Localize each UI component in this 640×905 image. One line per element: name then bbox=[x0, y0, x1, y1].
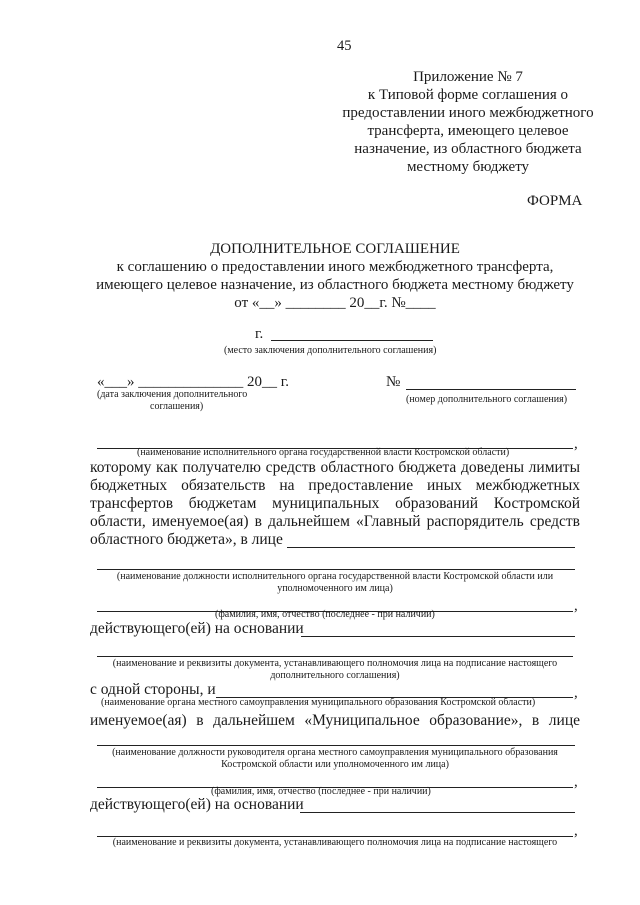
appendix-line: к Типовой форме соглашения о bbox=[367, 87, 569, 103]
doc-title: ДОПОЛНИТЕЛЬНОЕ СОГЛАШЕНИЕ bbox=[210, 241, 460, 257]
acting-basis-label: действующего(ей) на основании bbox=[90, 796, 304, 813]
basis-document-line[interactable] bbox=[97, 656, 573, 657]
paragraph-line: именуемое(ая) в дальнейшем «Муниципальное образование», в лице bbox=[90, 712, 580, 729]
number-caption: (номер дополнительного соглашения) bbox=[406, 394, 568, 405]
date-caption: соглашения) bbox=[150, 401, 204, 412]
comma: , bbox=[574, 685, 578, 701]
full-name-caption: (фамилия, имя, отчество (последнее - при наличии) bbox=[215, 609, 435, 620]
paragraph-line: бюджетных обязательств на предоставление иных межбюджетных bbox=[90, 477, 580, 494]
position-caption: уполномоченного им лица) bbox=[277, 583, 393, 594]
appendix-line: трансферта, имеющего целевое bbox=[367, 123, 569, 139]
paragraph-main-distributor bbox=[90, 459, 580, 531]
appendix-line: назначение, из областного бюджета bbox=[354, 141, 582, 157]
executive-body-caption: (наименование исполнительного органа государственной власти Костромской области) bbox=[137, 447, 510, 458]
number-prefix: № bbox=[386, 374, 401, 390]
acting-basis-field-line[interactable] bbox=[301, 636, 575, 637]
place-prefix: г. bbox=[255, 326, 264, 342]
appendix-block bbox=[316, 68, 620, 176]
basis-document-caption: (наименование и реквизиты документа, устанавливающего полномочия лица на подписание настоящего bbox=[112, 658, 558, 669]
place-field-line[interactable] bbox=[271, 340, 433, 341]
basis-document-caption: (наименование и реквизиты документа, устанавливающего полномочия лица на подписание настоящего bbox=[112, 837, 558, 848]
form-label: ФОРМА bbox=[527, 193, 583, 209]
paragraph-line: области, именуемое(ая) в дальнейшем «Главный распорядитель средств bbox=[90, 513, 580, 530]
number-field-line[interactable] bbox=[406, 389, 576, 390]
appendix-line: Приложение № 7 bbox=[413, 69, 523, 85]
comma: , bbox=[574, 823, 578, 839]
acting-basis-field-line[interactable] bbox=[300, 812, 575, 813]
acting-basis-label: действующего(ей) на основании bbox=[90, 620, 304, 637]
person-field-line[interactable] bbox=[287, 547, 575, 548]
paragraph-line: трансфертов бюджетам муниципальных образований Костромской bbox=[90, 495, 580, 512]
paragraph-line: которому как получателю средств областного бюджета доведены лимиты bbox=[90, 459, 580, 476]
comma: , bbox=[574, 436, 578, 452]
one-side-label: с одной стороны, и bbox=[90, 681, 216, 698]
head-position-caption: (наименование должности руководителя органа местного самоуправления муниципального образования bbox=[112, 747, 558, 758]
agreement-date-number: от «__» ________ 20__г. №____ bbox=[234, 295, 436, 311]
head-position-caption: Костромской области или уполномоченного им лица) bbox=[221, 759, 449, 770]
date-caption: (дата заключения дополнительного bbox=[97, 389, 248, 400]
full-name-caption: (фамилия, имя, отчество (последнее - при наличии) bbox=[211, 786, 431, 797]
position-line[interactable] bbox=[97, 569, 575, 570]
comma: , bbox=[574, 774, 578, 790]
paragraph-line: областного бюджета», в лице bbox=[90, 531, 283, 548]
doc-subtitle-line: к соглашению о предоставлении иного межбюджетного трансферта, bbox=[116, 259, 554, 275]
position-caption: (наименование должности исполнительного органа государственной власти Костромской области или bbox=[116, 571, 554, 582]
doc-subtitle-line: имеющего целевое назначение, из областного бюджета местному бюджету bbox=[96, 277, 574, 293]
appendix-line: местному бюджету bbox=[406, 159, 530, 175]
basis-document-caption: дополнительного соглашения) bbox=[270, 670, 400, 681]
date-field[interactable]: «___» ______________ 20__ г. bbox=[97, 374, 289, 390]
local-authority-caption: (наименование органа местного самоуправления муниципального образования Костромской области) bbox=[101, 697, 536, 708]
named-municipality bbox=[90, 712, 580, 730]
head-position-line[interactable] bbox=[97, 745, 575, 746]
comma: , bbox=[574, 598, 578, 614]
page-number: 45 bbox=[337, 38, 352, 54]
place-caption: (место заключения дополнительного соглашения) bbox=[224, 345, 437, 356]
appendix-line: предоставлении иного межбюджетного bbox=[342, 105, 594, 121]
